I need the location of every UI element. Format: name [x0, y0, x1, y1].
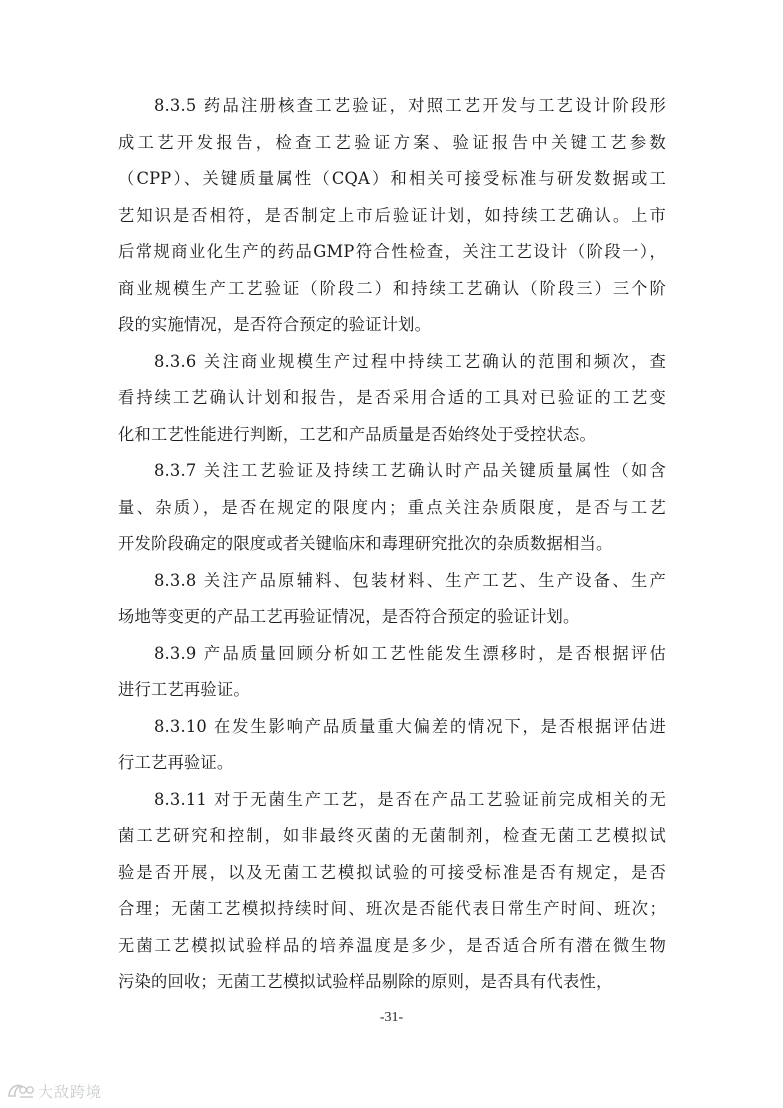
text-line: 成工艺开发报告，检查工艺验证方案、验证报告中关键工艺参数	[118, 132, 666, 152]
text-line: 艺知识是否相符，是否制定上市后验证计划，如持续工艺确认。上市	[118, 205, 666, 225]
text-line: 量、杂质），是否在规定的限度内；重点关注杂质限度，是否与工艺	[118, 497, 666, 517]
text-line: 行工艺再验证。	[118, 753, 234, 772]
text-line: 场地等变更的产品工艺再验证情况，是否符合预定的验证计划。	[118, 607, 580, 626]
document-body	[118, 88, 666, 1001]
paragraph-8-3-10	[118, 709, 666, 782]
text-line: 后常规商业化生产的药品GMP符合性检查，关注工艺设计（阶段一），	[118, 242, 666, 261]
text-line: 段的实施情况，是否符合预定的验证计划。	[118, 315, 432, 334]
paragraph-8-3-9	[118, 636, 666, 709]
text-line: 8.3.11 对于无菌生产工艺，是否在产品工艺验证前完成相关的无	[154, 789, 666, 809]
text-line: 8.3.7 关注工艺验证及持续工艺确认时产品关键质量属性（如含	[154, 461, 666, 480]
text-line: 菌工艺研究和控制，如非最终灭菌的无菌制剂，检查无菌工艺模拟试	[118, 826, 666, 845]
text-line: （CPP）、关键质量属性（CQA）和相关可接受标准与研发数据或工	[118, 169, 666, 188]
text-line: 无菌工艺模拟试验样品的培养温度是多少，是否适合所有潜在微生物	[118, 935, 666, 955]
paragraph-8-3-5	[118, 88, 666, 344]
watermark	[6, 1079, 102, 1103]
logo-icon	[6, 1080, 36, 1102]
text-line: 8.3.6 关注商业规模生产过程中持续工艺确认的范围和频次，查	[154, 351, 666, 371]
page-number: -31-	[379, 1010, 404, 1025]
text-line: 污染的回收；无菌工艺模拟试验样品剔除的原则，是否具有代表性，	[118, 972, 613, 991]
text-line: 8.3.5 药品注册核查工艺验证，对照工艺开发与工艺设计阶段形	[154, 96, 666, 115]
paragraph-8-3-7	[118, 453, 666, 563]
paragraph-8-3-11	[118, 782, 666, 1001]
text-line: 合理；无菌工艺模拟持续时间、班次是否能代表日常生产时间、班次；	[118, 899, 666, 918]
text-line: 8.3.10 在发生影响产品质量重大偏差的情况下，是否根据评估进	[154, 716, 666, 736]
text-line: 8.3.8 关注产品原辅料、包装材料、生产工艺、生产设备、生产	[154, 570, 666, 590]
text-line: 8.3.9 产品质量回顾分析如工艺性能发生漂移时，是否根据评估	[154, 643, 666, 663]
text-line: 看持续工艺确认计划和报告，是否采用合适的工具对已验证的工艺变	[118, 388, 666, 407]
watermark-text: 大敌跨境	[38, 1082, 103, 1101]
text-line: 进行工艺再验证。	[118, 680, 250, 699]
text-line: 验是否开展，以及无菌工艺模拟试验的可接受标准是否有规定，是否	[118, 862, 666, 882]
text-line: 开发阶段确定的限度或者关键临床和毒理研究批次的杂质数据相当。	[118, 534, 613, 553]
text-line: 化和工艺性能进行判断，工艺和产品质量是否始终处于受控状态。	[118, 424, 596, 444]
paragraph-8-3-6	[118, 344, 666, 454]
text-line: 商业规模生产工艺验证（阶段二）和持续工艺确认（阶段三）三个阶	[118, 278, 666, 298]
paragraph-8-3-8	[118, 563, 666, 636]
